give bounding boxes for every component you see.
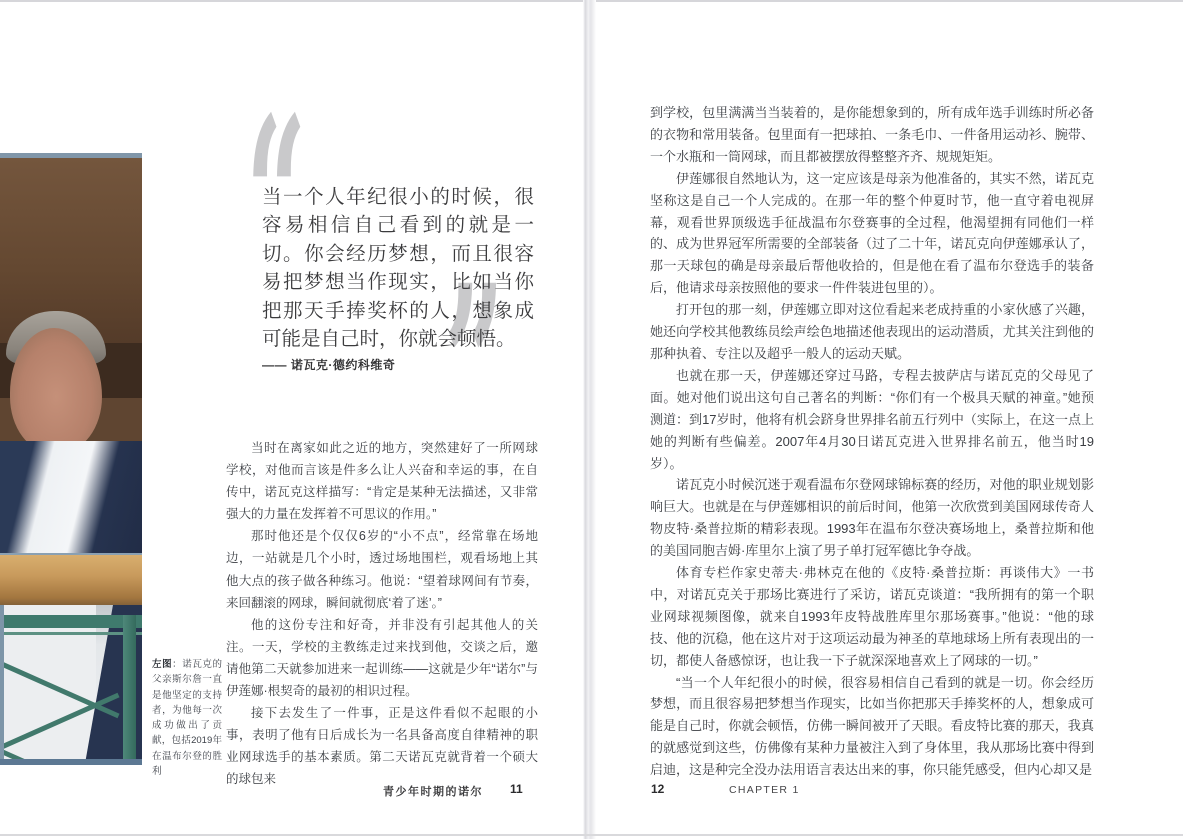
photo-caption-label: 左图 xyxy=(152,659,173,670)
left-page-body xyxy=(226,437,538,791)
right-footer-page-number: 12 xyxy=(651,782,665,796)
photo-teal-railing-bar2 xyxy=(0,632,142,635)
paragraph: 那时他还是个仅仅6岁的“小不点”，经常靠在场地边，一站就是几个小时，透过场地围栏，观看场地上其他大点的孩子做各种练习。他说：“望着球网间有节奏，来回翻滚的网球，瞬间就彻底‘着了迷’。” xyxy=(226,529,538,610)
close-quote-icon: ” xyxy=(444,234,505,502)
paragraph: 伊莲娜很自然地认为，这一定应该是母亲为他准备的，其实不然，诺瓦克坚称这是自己一个人完成的。在那一年的整个仲夏时节，他一直守着电视屏幕，观看世界顶级选手征战温布尔登赛事的全过程，他渴望拥有同他们一样的、成为世界冠军所需要的全部装备（过了二十年，诺瓦克向伊莲娜承认了，那一天球包的确是母亲最后帮他收拾的，但是他在看了温布尔登选手的装备后，他请求母亲按照他的要求一件件装进包里的）。 xyxy=(650,170,1094,296)
right-page-body xyxy=(650,102,1094,781)
photo-lower-zone xyxy=(0,605,142,765)
photo-left-pole xyxy=(0,605,4,765)
pull-quote-text: 当一个人年纪很小的时候，很容易相信自己看到的就是一切。你会经历梦想，而且很容易把梦想当作现实，比如当你把那天手捧奖杯的人，想象成可能是自己时，你就会顿悟。 xyxy=(262,186,534,351)
left-footer-page-number: 11 xyxy=(510,782,523,796)
photo-caption xyxy=(152,657,222,779)
paragraph: 当时在离家如此之近的地方，突然建好了一所网球学校，对他而言该是件多么让人兴奋和幸运的事，在自传中，诺瓦克这样描写：“肯定是某种无法描述，又非常强大的力量在发挥着不可思议的作用。” xyxy=(226,441,538,522)
photo-caption-text: ：诺瓦克的父亲斯尔詹一直是他坚定的支持者，为他每一次成功做出了贡献，包括2019年在温布尔登的胜利 xyxy=(152,659,222,778)
photo-teal-railing-bar xyxy=(0,615,142,628)
paragraph: 他的这份专注和好奇，并非没有引起其他人的关注。一天，学校的主教练走过来找到他，交谈之后，邀请他第二天就参加进来一起训练——这就是少年“诺尔”与伊莲娜·根契奇的最初的相识过程。 xyxy=(226,617,538,699)
photo-railing-post xyxy=(123,615,136,765)
open-quote-icon: “ xyxy=(246,66,307,334)
paragraph: “当一个人年纪很小的时候，很容易相信自己看到的就是一切。你会经历梦想，而且很容易把梦想当作现实，比如当你把那天手捧奖杯的人，想象成可能是自己时，你就会顿悟，仿佛一瞬间被开了天眼。看皮特比赛的那天，我真的就感觉到这些，仿佛像有某种力量被注入到了身体里，我从那场比赛中得到启迪，这是种完全没办法用语言表达出来的事，你只能凭感受，但内心却又是 xyxy=(650,674,1094,778)
paragraph: 也就在那一天，伊莲娜还穿过马路，专程去披萨店与诺瓦克的父母见了面。她对他们说出这句自己著名的判断：“你们有一个极具天赋的神童。”她预测道：到17岁时，他将有机会跻身世界排名前五行列中（实际上，在这一点上她的判断有些偏差。2007年4月30日诺瓦克进入世界排名前五，他当时19岁）。 xyxy=(650,367,1094,471)
book-spine-gutter xyxy=(583,0,596,839)
photo-wood-rail xyxy=(0,553,142,607)
paragraph: 打开包的那一刻，伊莲娜立即对这位看起来老成持重的小家伙感了兴趣，她还向学校其他教练员绘声绘色地描述他表现出的运动潜质，尤其关注到他的那种执着、专注以及超乎一般人的运动天赋。 xyxy=(650,302,1094,361)
pull-quote-attribution: —— 诺瓦克·德约科维奇 xyxy=(262,358,396,372)
paragraph: 体育专栏作家史蒂夫·弗林克在他的《皮特·桑普拉斯：再谈伟大》一书中，对诺瓦克关于那场比赛进行了采访，诺瓦克谈道：“我所拥有的第一个职业网球视频图像，就来自1993年皮特战胜库里尔那场赛事。”他说：“他的球技、他的沉稳，他在这片对于这项运动最为神圣的草地球场上所有表现出的一切，都使人备感惊讶，也让我一下子就深深地喜欢上了网球的一切。” xyxy=(650,565,1094,668)
photo-bottom-edge xyxy=(0,759,142,765)
page-bottom-edge xyxy=(0,834,1183,836)
paragraph: 诺瓦克小时候沉迷于观看温布尔登网球锦标赛的经历，对他的职业规划影响巨大。也就是在与伊莲娜相识的前后时间，他第一次欣赏到美国网球传奇人物皮特·桑普拉斯的精彩表现。1993年在温布尔登决赛场地上，桑普拉斯和他的美国同胞吉姆·库里尔上演了男子单打冠军德比争夺战。 xyxy=(650,477,1094,559)
father-portrait-photo xyxy=(0,153,142,765)
paragraph: 到学校，包里满满当当装着的，是你能想象到的，所有成年选手训练时所必备的衣物和常用装备。包里面有一把球拍、一条毛巾、一件备用运动衫、腕带、一个水瓶和一筒网球，而且都被摆放得整整齐齐、规规矩矩。 xyxy=(650,105,1094,164)
left-footer-chapter-title: 青少年时期的诺尔 xyxy=(383,786,483,798)
paragraph: 接下去发生了一件事，正是这件看似不起眼的小事，表明了他有日后成长为一名具备高度自律精神的职业网球选手的基本素质。第二天诺瓦克就背着一个硕大的球包来 xyxy=(226,706,538,787)
right-footer-chapter-label: CHAPTER 1 xyxy=(729,784,800,796)
photo-suit-and-shirt xyxy=(0,441,142,561)
